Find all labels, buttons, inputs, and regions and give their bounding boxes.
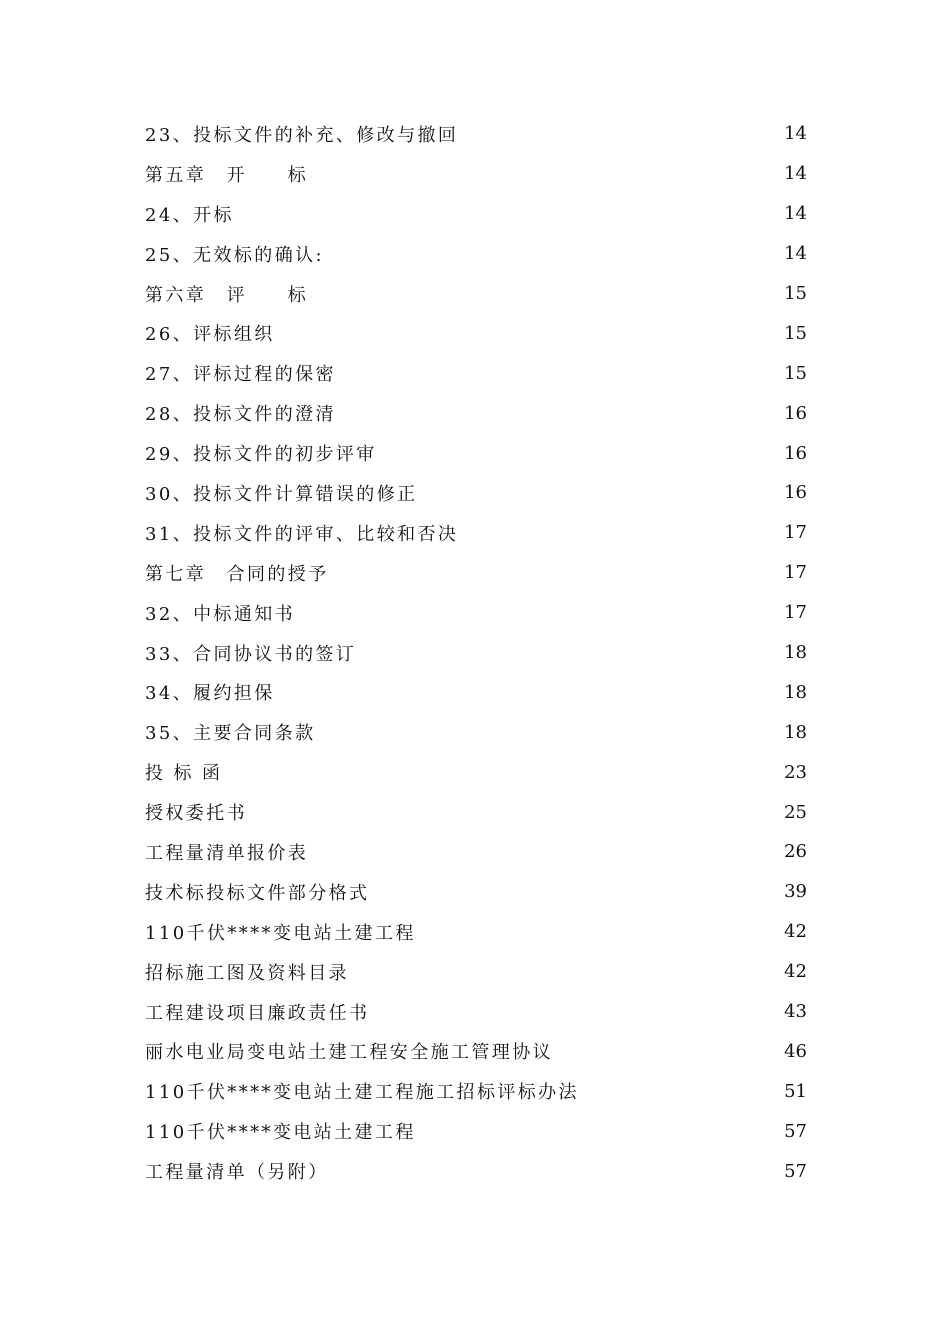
toc-entry-page: 18 xyxy=(784,642,807,664)
toc-entry-page: 46 xyxy=(784,1040,807,1062)
toc-entry-page: 15 xyxy=(784,283,807,304)
toc-entry[interactable] xyxy=(145,672,807,712)
toc-entry[interactable] xyxy=(145,952,807,992)
toc-entry[interactable] xyxy=(145,1031,807,1071)
toc-entry-page: 42 xyxy=(784,961,807,983)
toc-entry[interactable] xyxy=(145,752,807,792)
toc-entry-page: 26 xyxy=(784,841,807,863)
toc-entry-title: 35、主要合同条款 xyxy=(145,723,316,745)
toc-entry[interactable] xyxy=(145,633,807,673)
toc-entry-page: 16 xyxy=(784,482,807,504)
toc-entry-title: 丽水电业局变电站土建工程安全施工管理协议 xyxy=(145,1042,553,1064)
toc-entry-title: 29、投标文件的初步评审 xyxy=(145,444,377,466)
toc-entry-title: 28、投标文件的澄清 xyxy=(145,404,336,426)
toc-entry[interactable] xyxy=(145,593,807,633)
toc-entry-page: 15 xyxy=(784,322,807,344)
toc-entry[interactable] xyxy=(145,872,807,912)
toc-entry[interactable] xyxy=(145,792,807,832)
toc-entry-title: 34、履约担保 xyxy=(145,683,275,705)
toc-entry[interactable] xyxy=(145,1151,807,1191)
table-of-contents xyxy=(145,114,807,1191)
toc-entry-page: 57 xyxy=(784,1160,807,1182)
toc-entry-title: 110千伏****变电站土建工程 xyxy=(145,922,416,944)
toc-entry[interactable] xyxy=(145,553,807,593)
toc-entry-title: 第六章 评 标 xyxy=(145,284,309,306)
toc-entry[interactable] xyxy=(145,912,807,952)
toc-entry-page: 25 xyxy=(784,801,807,823)
toc-entry[interactable] xyxy=(145,712,807,752)
toc-entry-page: 39 xyxy=(784,881,807,903)
toc-entry-page: 14 xyxy=(784,163,807,185)
toc-entry-title: 工程建设项目廉政责任书 xyxy=(145,1002,370,1024)
toc-entry-page: 51 xyxy=(784,1080,807,1102)
toc-entry-page: 14 xyxy=(784,123,807,145)
toc-entry[interactable] xyxy=(145,1111,807,1151)
toc-entry-page: 16 xyxy=(784,402,807,424)
toc-entry[interactable] xyxy=(145,234,807,274)
toc-entry[interactable] xyxy=(145,1071,807,1111)
toc-entry-title: 32、中标通知书 xyxy=(145,603,296,625)
toc-entry-title: 25、无效标的确认: xyxy=(145,244,324,266)
toc-entry-title: 授权委托书 xyxy=(145,803,247,825)
toc-entry-page: 16 xyxy=(784,442,807,464)
toc-entry[interactable] xyxy=(145,473,807,513)
toc-entry-title: 26、评标组织 xyxy=(145,324,275,346)
toc-entry-page: 18 xyxy=(784,721,807,743)
toc-entry-page: 14 xyxy=(784,203,807,225)
toc-entry-title: 110千伏****变电站土建工程 xyxy=(145,1122,416,1144)
toc-entry-title: 27、评标过程的保密 xyxy=(145,364,336,386)
toc-entry-page: 43 xyxy=(784,1001,807,1023)
toc-entry-title: 30、投标文件计算错误的修正 xyxy=(145,483,418,505)
toc-entry-title: 工程量清单（另附） xyxy=(145,1162,329,1184)
toc-entry-page: 17 xyxy=(784,602,807,624)
toc-entry[interactable] xyxy=(145,433,807,473)
toc-entry-page: 14 xyxy=(784,243,807,265)
toc-entry-title: 23、投标文件的补充、修改与撤回 xyxy=(145,124,459,146)
toc-entry-title: 投 标 函 xyxy=(145,763,223,785)
toc-entry-page: 57 xyxy=(784,1120,807,1142)
toc-entry-title: 110千伏****变电站土建工程施工招标评标办法 xyxy=(145,1082,579,1104)
toc-entry[interactable] xyxy=(145,313,807,353)
toc-entry-page: 42 xyxy=(784,921,807,943)
toc-entry-title: 工程量清单报价表 xyxy=(145,842,309,864)
toc-entry[interactable] xyxy=(145,992,807,1032)
toc-entry[interactable] xyxy=(145,194,807,234)
toc-entry-title: 31、投标文件的评审、比较和否决 xyxy=(145,523,459,545)
toc-entry-title: 33、合同协议书的签订 xyxy=(145,643,357,665)
toc-entry-title: 第七章 合同的授予 xyxy=(145,563,329,585)
toc-entry[interactable] xyxy=(145,393,807,433)
toc-entry[interactable] xyxy=(145,513,807,553)
toc-entry[interactable] xyxy=(145,154,807,194)
toc-entry-page: 17 xyxy=(784,562,807,584)
toc-entry[interactable] xyxy=(145,274,807,314)
toc-entry-title: 招标施工图及资料目录 xyxy=(145,962,349,984)
toc-entry-page: 23 xyxy=(784,761,807,783)
toc-entry-title: 技术标投标文件部分格式 xyxy=(145,882,370,904)
toc-entry-page: 17 xyxy=(784,522,807,544)
toc-entry-page: 18 xyxy=(784,681,807,703)
toc-entry-page: 15 xyxy=(784,362,807,384)
toc-entry[interactable] xyxy=(145,832,807,872)
toc-entry[interactable] xyxy=(145,114,807,154)
toc-entry-title: 24、开标 xyxy=(145,204,234,226)
toc-entry[interactable] xyxy=(145,353,807,393)
toc-entry-title: 第五章 开 标 xyxy=(145,164,309,186)
